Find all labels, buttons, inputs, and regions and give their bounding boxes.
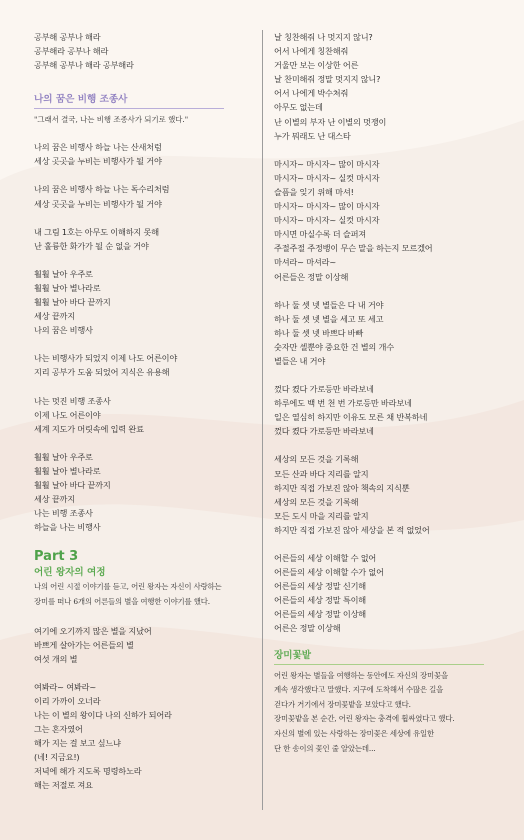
verse-line: 공부해 공부나 해라 [34, 32, 101, 42]
stanza [34, 225, 252, 253]
verse-line: 껐다 켰다 가로등만 바라보네 [274, 426, 374, 437]
verse-line: 마시면 마실수록 더 슬퍼져 [274, 229, 367, 240]
verse-line: 훨훨 날아 별나라로 [34, 465, 101, 476]
verse-line: 나는 비행사가 되었지 이제 나도 어른이야 [34, 353, 178, 364]
right-column [274, 30, 496, 756]
verse-line: 세상 끝까지 [34, 494, 75, 505]
verse-line: 훨훨 날아 우주로 [34, 451, 93, 462]
verse-line: 세상의 모든 것을 기록해 [274, 454, 359, 465]
stanza [274, 157, 496, 284]
stanza [274, 452, 496, 537]
stanza [34, 450, 252, 535]
verse-line: 훨훨 날아 별나라로 [34, 282, 101, 293]
stanza [34, 680, 252, 793]
verse-line: 하지만 직접 가보진 않아 책속의 지식뿐 [274, 482, 410, 493]
verse-line: 하나 둘 셋 넷 별을 세고 또 세고 [274, 313, 384, 324]
verse-line: 마시자~ 마시자~ 실컷 마시자 [274, 172, 380, 183]
verse-line: 어서 나에게 박수쳐줘 [274, 88, 349, 99]
verse-line: 해는 저절로 져요 [34, 780, 93, 791]
verse-line: 지리 공부가 도움 되었어 지식은 유용해 [34, 367, 170, 378]
verse-line: (네! 지금요!) [34, 752, 80, 763]
section-title: 나의 꿈은 비행 조종사 [34, 94, 128, 106]
section-title: 장미꽃밭 [274, 649, 312, 661]
verse-line: 나는 이 별의 왕이다 나의 신하가 되어라 [34, 710, 172, 720]
section-prose-line: 장미꽃밭을 본 순간, 어린 왕자는 충격에 휩싸였다고 했다. [274, 714, 455, 724]
stanza [34, 624, 252, 666]
verse-line: 누가 뭐래도 난 대스타 [274, 130, 351, 141]
verse-line: 바쁘게 살아가는 어른들의 별 [34, 639, 134, 650]
verse-line: 내 그림 1호는 아무도 이해하지 못해 [34, 226, 159, 237]
verse-line: 난 훌륭한 화가가 될 순 없을 거야 [34, 240, 149, 251]
verse-line: 마시자~ 마시자~ 실컷 마시자 [274, 215, 380, 226]
stanza [34, 394, 252, 436]
verse-line: 해가 지는 걸 보고 싶느냐 [34, 738, 121, 749]
verse-line: 하나 둘 셋 넷 별들은 다 내 거야 [274, 299, 384, 310]
verse-line: 세계 지도가 머릿속에 입력 완료 [34, 423, 144, 434]
verse-line: 이리 가까이 오너라 [34, 695, 101, 706]
stanza [274, 551, 496, 636]
section-prose-line: 자신의 별에 있는 사랑하는 장미꽃은 세상에 유일한 [274, 728, 434, 738]
section-rule [274, 664, 484, 665]
verse-line: 훨훨 날아 우주로 [34, 268, 93, 279]
verse-line: 하지만 직접 가보진 않아 세상을 본 적 없었어 [274, 524, 430, 535]
stanza [274, 30, 496, 143]
column-divider [262, 30, 263, 810]
verse-line: 저녁에 해가 지도록 명령하노라 [34, 766, 142, 777]
verse-line: 나는 비행 조종사 [34, 508, 93, 519]
verse-line: 어른들의 세상 정말 이상해 [274, 609, 367, 620]
section-prose-line: 어린 왕자는 별들을 여행하는 동안에도 자신의 장미꽃을 [274, 670, 448, 680]
verse-line: 세상 곳곳을 누비는 비행사가 될 거야 [34, 198, 162, 209]
verse-line: 마시자~ 마시자~ 많이 마시자 [274, 201, 380, 212]
verse-line: 마시자~ 마시자~ 많이 마시자 [274, 158, 380, 169]
stanza [274, 382, 496, 438]
verse-line: 숫자만 셀뿐야 중요한 건 별의 개수 [274, 341, 394, 352]
stanza [34, 351, 252, 379]
verse-line: 여기에 오기까지 많은 별을 지났어 [34, 625, 152, 636]
verse-line: 날 찬미해줘 정말 멋지지 않니? [274, 74, 381, 85]
verse-line: 별들은 내 거야 [274, 355, 326, 366]
verse-line: 모든 도시 마을 지리를 알지 [274, 510, 369, 521]
verse-line: 나는 멋진 비행 조종사 [34, 395, 111, 406]
section-prose-line: 나의 어린 시절 이야기를 듣고, 어린 왕자는 자신이 사랑하는 [34, 582, 222, 592]
section-prose-line: 계속 생각했다고 말했다. 지구에 도착해서 수많은 길을 [274, 685, 444, 695]
verse-line: 훨훨 날아 바다 끝까지 [34, 479, 111, 490]
stanza [274, 298, 496, 368]
verse-line: 아무도 없는데 [274, 102, 323, 113]
section-prose-line: 장미를 떠나 6개의 어른들의 별을 여행한 이야기를 했다. [34, 596, 210, 606]
verse-line: 그는 혼자였어 [34, 724, 83, 735]
verse-line: 훨훨 날아 바다 끝까지 [34, 297, 111, 308]
verse-line: 슬픔을 잊기 위해 마셔! [274, 186, 354, 197]
verse-line: 하늘을 나는 비행사 [34, 522, 101, 533]
stanza [34, 140, 252, 168]
verse-line: 하루에도 백 번 천 번 가로등만 바라보네 [274, 398, 412, 409]
verse-line: 주절주절 주정뱅이 무슨 말을 하는지 모르겠어 [274, 243, 433, 254]
section-prose-line: 단 한 송이의 꽃인 줄 알았는데... [274, 743, 376, 753]
section-rule [34, 108, 224, 109]
verse-line: 세상의 모든 것을 기록해 [274, 496, 359, 507]
verse-line: 껐다 켰다 가로등만 바라보네 [274, 384, 374, 395]
verse-line: 나의 꿈은 비행사 [34, 325, 93, 336]
part-heading: Part 3 [34, 549, 79, 565]
verse-line: 어른은 정말 이상해 [274, 623, 341, 634]
verse-line: 여섯 개의 별 [34, 653, 78, 664]
verse-line: 일은 열심히 하지만 이유도 모른 채 반복하네 [274, 412, 428, 423]
verse-line: 나의 꿈은 비행사 하늘 나는 독수리처럼 [34, 184, 170, 195]
verse-line: 어른들의 세상 정말 신기해 [274, 581, 367, 592]
left-column [34, 30, 252, 793]
verse-line: 나의 꿈은 비행사 하늘 나는 산새처럼 [34, 142, 162, 153]
section-title: 어린 왕자의 여정 [34, 567, 106, 579]
verse-line: 어른들은 정말 이상해 [274, 271, 349, 282]
verse-line: 하나 둘 셋 넷 바쁘다 바빠 [274, 327, 364, 338]
section-quote: "그래서 결국, 나는 비행 조종사가 되기로 했다." [34, 115, 189, 125]
verse-line: 여봐라~ 여봐라~ [34, 681, 96, 692]
verse-line: 공부해 공부나 해라 공부해라 [34, 60, 134, 71]
verse-line: 날 칭찬해줘 나 멋지지 않니? [274, 32, 373, 42]
stanza [34, 267, 252, 337]
verse-line: 마셔라~ 마셔라~ [274, 257, 336, 268]
verse-line: 난 이별의 부자 난 이별의 멋쟁이 [274, 116, 387, 127]
verse-line: 어서 나에게 칭찬해줘 [274, 46, 349, 57]
verse-line: 세상 끝까지 [34, 311, 75, 322]
verse-line: 어른들의 세상 이해할 수 없어 [274, 553, 377, 563]
stanza [34, 182, 252, 210]
section-prose-line: 걷다가 거기에서 장미꽃밭을 보았다고 했다. [274, 699, 411, 709]
verse-line: 거울만 보는 이상한 어른 [274, 60, 359, 71]
verse-line: 모든 산과 바다 지리를 알지 [274, 468, 369, 479]
verse-line: 어른들의 세상 이해할 수가 없어 [274, 567, 384, 578]
verse-line: 공부해라 공부나 해라 [34, 46, 109, 57]
verse-line: 어른들의 세상 정말 특이해 [274, 595, 367, 606]
verse-line: 이제 나도 어른이야 [34, 409, 101, 420]
verse-line: 세상 곳곳을 누비는 비행사가 될 거야 [34, 156, 162, 167]
